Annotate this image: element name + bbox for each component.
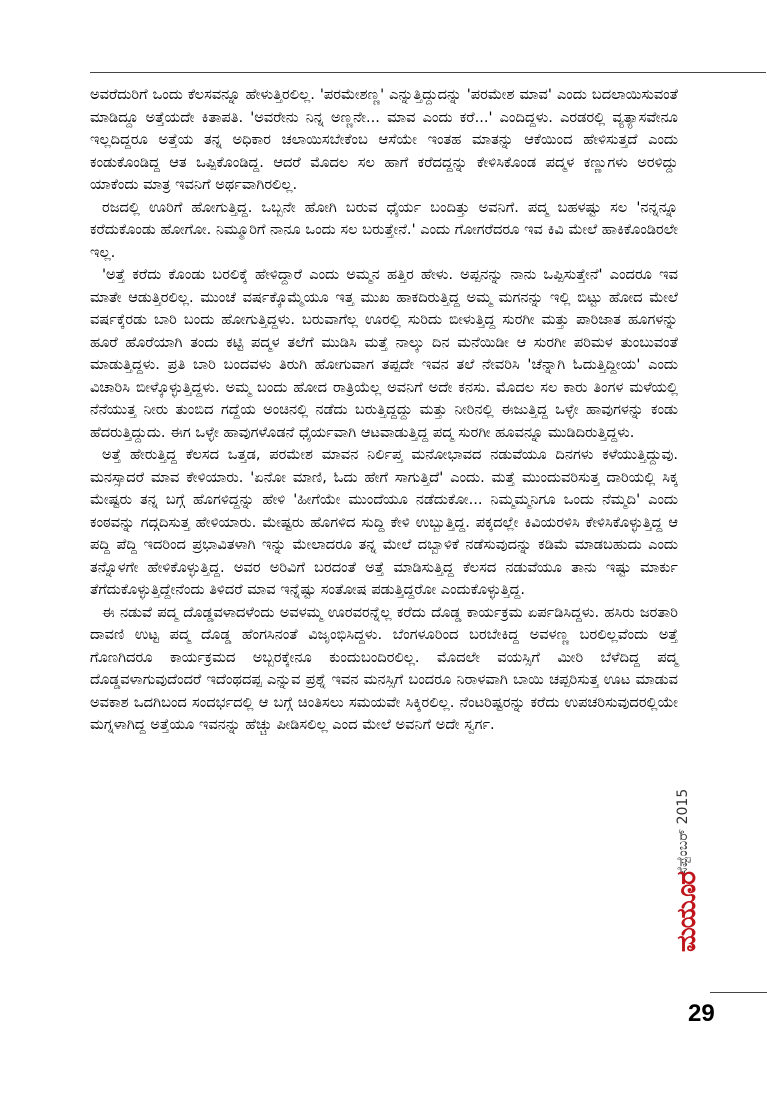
article-paragraph: 'ಅತ್ತೆ ಕರೆದು ಕೊಂಡು ಬರಲಿಕ್ಕೆ ಹೇಳಿದ್ದಾರೆ ಎಂದು ಅಮ್ಮನ ಹತ್ತಿರ ಹೇಳು. ಅಪ್ಪನನ್ನು ನಾನು ಒಪ್ಪಿಸುತ್ತೇನೆ' ಎಂದರೂ ಇವ ಮಾತೇ ಆಡುತ್ತಿರಲಿಲ್ಲ. ಮುಂಚೆ ವರ್ಷಕ್ಕೊಮ್ಮೆಯೂ ಇತ್ತ ಮುಖ ಹಾಕದಿರುತ್ತಿದ್ದ ಅಮ್ಮ ಮಗನನ್ನು ಇಲ್ಲಿ ಬಿಟ್ಟು ಹೋದ ಮೇಲೆ ವರ್ಷಕ್ಕೆರಡು ಬಾರಿ ಬಂದು ಹೋಗುತ್ತಿದ್ದಳು. ಬರುವಾಗೆಲ್ಲ ಊರಲ್ಲಿ ಸುರಿದು ಬೀಳುತ್ತಿದ್ದ ಸುರಗೀ ಮತ್ತು ಪಾರಿಜಾತ ಹೂಗಳನ್ನು ಹೂರೆ ಹೊರೆಯಾಗಿ ತಂದು ಕಟ್ಟಿ ಪದ್ಮಳ ತಲೆಗೆ ಮುಡಿಸಿ ಮತ್ತೆ ನಾಲ್ಕು ದಿನ ಮನೆಯಿಡೀ ಆ ಸುರಗೀ ಪರಿಮಳ ತುಂಬುವಂತೆ ಮಾಡುತ್ತಿದ್ದಳು. ಪ್ರತಿ ಬಾರಿ ಬಂದವಳು ತಿರುಗಿ ಹೋಗುವಾಗ ತಪ್ಪದೇ ಇವನ ತಲೆ ನೇವರಿಸಿ 'ಚೆನ್ನಾಗಿ ಓದುತ್ತಿದ್ದೀಯ' ಎಂದು ವಿಚಾರಿಸಿ ಬೀಳ್ಕೊಳ್ಳುತ್ತಿದ್ದಳು. ಅಮ್ಮ ಬಂದು ಹೋದ ರಾತ್ರಿಯೆಲ್ಲ ಅವನಿಗೆ ಅದೇ ಕನಸು. ಮೊದಲ ಸಲ ಕಾರು ತಿಂಗಳ ಮಳೆಯಲ್ಲಿ ನೆನೆಯುತ್ತ ನೀರು ತುಂಬಿದ ಗದ್ದೆಯ ಅಂಚಿನಲ್ಲಿ ನಡೆದು ಬರುತ್ತಿದ್ದದ್ದು ಮತ್ತು ನೀರಿನಲ್ಲಿ ಈಜುತ್ತಿದ್ದ ಒಳ್ಳೇ ಹಾವುಗಳನ್ನು ಕಂಡು ಹೆದರುತ್ತಿದ್ದುದು. ಈಗ ಒಳ್ಳೇ ಹಾವುಗಳೊಡನೆ ಧೈರ್ಯವಾಗಿ ಆಟವಾಡುತ್ತಿದ್ದ ಪದ್ಮ ಸುರಗೀ ಹೂವನ್ನೂ ಮುಡಿದಿರುತ್ತಿದ್ದಳು. <box>90 266 678 441</box>
issue-date: ಸೆಪ್ಟೆಂಬರ್ 2015 <box>675 788 691 875</box>
magazine-logo: ಮಯೂರ <box>672 872 702 952</box>
article-paragraph: ರಜದಲ್ಲಿ ಊರಿಗೆ ಹೋಗುತ್ತಿದ್ದ. ಒಬ್ಬನೇ ಹೋಗಿ ಬರುವ ಧೈರ್ಯ ಬಂದಿತ್ತು ಅವನಿಗೆ. ಪದ್ಮ ಬಹಳಷ್ಟು ಸಲ 'ನನ್ನನ್ನೂ ಕರೆದುಕೊಂಡು ಹೋಗೋ. ನಿಮ್ಮೂರಿಗೆ ನಾನೂ ಒಂದು ಸಲ ಬರುತ್ತೇನೆ.' ಎಂದು ಗೋಗರೆದರೂ ಇವ ಕಿವಿ ಮೇಲೆ ಹಾಕಿಕೊಂಡಿರಲೇ ಇಲ್ಲ. <box>90 198 678 261</box>
header-rule <box>90 72 766 73</box>
article-paragraph: ಅವರೆದುರಿಗೆ ಒಂದು ಕೆಲಸವನ್ನೂ ಹೇಳುತ್ತಿರಲಿಲ್ಲ. 'ಪರಮೇಶಣ್ಣ' ಎನ್ನುತ್ತಿದ್ದುದನ್ನು 'ಪರಮೇಶ ಮಾವ' ಎಂದು ಬದಲಾಯಿಸುವಂತೆ ಮಾಡಿದ್ದೂ ಅತ್ತೆಯದೇ ಕಿತಾಪತಿ. 'ಅವರೇನು ನಿನ್ನ ಅಣ್ಣನೇ... ಮಾವ ಎಂದು ಕರೆ...' ಎಂದಿದ್ದಳು. ಎರಡರಲ್ಲಿ ವ್ಯತ್ಯಾಸವೇನೂ ಇಲ್ಲದಿದ್ದರೂ ಅತ್ತೆಯ ತನ್ನ ಅಧಿಕಾರ ಚಲಾಯಿಸಬೇಕೆಂಬ ಆಸೆಯೇ ಇಂತಹ ಮಾತನ್ನು ಆಕೆಯಿಂದ ಹೇಳಿಸುತ್ತದೆ ಎಂದು ಕಂಡುಕೊಂಡಿದ್ದ ಆತ ಒಪ್ಪಿಕೊಂಡಿದ್ದ. ಆದರೆ ಮೊದಲ ಸಲ ಹಾಗೆ ಕರೆದದ್ದನ್ನು ಕೇಳಿಸಿಕೊಂಡ ಪದ್ಮಳ ಕಣ್ಣುಗಳು ಅರಳಿದ್ದು ಯಾಕೆಂದು ಮಾತ್ರ ಇವನಿಗೆ ಅರ್ಥವಾಗಿರಲಿಲ್ಲ. <box>90 86 678 193</box>
article-paragraph: ಅತ್ತೆ ಹೇರುತ್ತಿದ್ದ ಕೆಲಸದ ಒತ್ತಡ, ಪರಮೇಶ ಮಾವನ ನಿರ್ಲಿಪ್ತ ಮನೋಭಾವದ ನಡುವೆಯೂ ದಿನಗಳು ಕಳೆಯುತ್ತಿದ್ದುವು. ಮನಸ್ಸಾದರೆ ಮಾವ ಕೇಳಿಯಾರು. 'ಏನೋ ಮಾಣಿ, ಓದು ಹೇಗೆ ಸಾಗುತ್ತಿದೆ' ಎಂದು. ಮತ್ತೆ ಮುಂದುವರಿಸುತ್ತ ದಾರಿಯಲ್ಲಿ ಸಿಕ್ಕ ಮೇಷ್ಟರು ತನ್ನ ಬಗ್ಗೆ ಹೊಗಳಿದ್ದನ್ನು ಹೇಳಿ 'ಹೀಗೆಯೇ ಮುಂದೆಯೂ ನಡೆದುಕೋ... ನಿಮ್ಮಮ್ಮನಿಗೂ ಒಂದು ನೆಮ್ಮದಿ' ಎಂದು ಕಂಠವನ್ನು ಗದ್ಗದಿಸುತ್ತ ಹೇಳಿಯಾರು. ಮೇಷ್ಟರು ಹೊಗಳಿದ ಸುದ್ದಿ ಕೇಳಿ ಉಬ್ಬುತ್ತಿದ್ದ. ಪಕ್ಕದಲ್ಲೇ ಕಿವಿಯರಳಿಸಿ ಕೇಳಿಸಿಕೊಳ್ಳುತ್ತಿದ್ದ ಆ ಪದ್ದಿ ಪೆದ್ದಿ ಇದರಿಂದ ಪ್ರಭಾವಿತಳಾಗಿ ಇನ್ನು ಮೇಲಾದರೂ ತನ್ನ ಮೇಲೆ ದಬ್ಬಾಳಿಕೆ ನಡೆಸುವುದನ್ನು ಕಡಿಮೆ ಮಾಡಬಹುದು ಎಂದು ತನ್ನೊಳಗೇ ಹೇಳಿಕೊಳ್ಳುತ್ತಿದ್ದ. ಅವರ ಅರಿವಿಗೆ ಬರದಂತೆ ಅತ್ತೆ ಮಾಡಿಸುತ್ತಿದ್ದ ಕೆಲಸದ ನಡುವೆಯೂ ತಾನು ಇಷ್ಟು ಮಾರ್ಕು ತೆಗೆದುಕೊಳ್ಳುತ್ತಿದ್ದೇನೆಂದು ತಿಳಿದರೆ ಮಾವ ಇನ್ನೆಷ್ಟು ಸಂತೋಷ ಪಡುತ್ತಿದ್ದರೋ ಎಂದುಕೊಳ್ಳುತ್ತಿದ್ದ. <box>90 446 678 598</box>
article-paragraph: ಈ ನಡುವೆ ಪದ್ಮ ದೊಡ್ಡವಳಾದಳೆಂದು ಅವಳಮ್ಮ ಊರವರನ್ನೆಲ್ಲ ಕರೆದು ದೊಡ್ಡ ಕಾರ್ಯಕ್ರಮ ಏರ್ಪಡಿಸಿದ್ದಳು. ಹಸಿರು ಜರತಾರಿ ದಾವಣಿ ಉಟ್ಟ ಪದ್ಮ ದೊಡ್ಡ ಹೆಂಗಸಿನಂತೆ ವಿಜೃಂಭಿಸಿದ್ದಳು. ಬೆಂಗಳೂರಿಂದ ಬರಬೇಕಿದ್ದ ಅವಳಣ್ಣ ಬರಲಿಲ್ಲವೆಂದು ಅತ್ತೆ ಗೊಣಗಿದರೂ ಕಾರ್ಯಕ್ರಮದ ಅಬ್ಬರಕ್ಕೇನೂ ಕುಂದುಬಂದಿರಲಿಲ್ಲ. ಮೊದಲೇ ವಯಸ್ಸಿಗೆ ಮೀರಿ ಬೆಳೆದಿದ್ದ ಪದ್ಮ ದೊಡ್ಡವಳಾಗುವುದೆಂದರೆ ಇದೆಂಥದಪ್ಪ ಎನ್ನುವ ಪ್ರಶ್ನೆ ಇವನ ಮನಸ್ಸಿಗೆ ಬಂದರೂ ನಿರಾಳವಾಗಿ ಬಾಯಿ ಚಪ್ಪರಿಸುತ್ತ ಊಟ ಮಾಡುವ ಅವಕಾಶ ಒದಗಿಬಂದ ಸಂದರ್ಭದಲ್ಲಿ ಆ ಬಗ್ಗೆ ಚಿಂತಿಸಲು ಸಮಯವೇ ಸಿಕ್ಕಿರಲಿಲ್ಲ. ನೆಂಟರಿಷ್ಟರನ್ನು ಕರೆದು ಉಪಚರಿಸುವುದರಲ್ಲಿಯೇ ಮಗ್ನಳಾಗಿದ್ದ ಅತ್ತೆಯೂ ಇವನನ್ನು ಹೆಚ್ಚು ಪೀಡಿಸಲಿಲ್ಲ ಎಂದ ಮೇಲೆ ಅವನಿಗೆ ಅದೇ ಸ್ವರ್ಗ. <box>90 603 678 733</box>
page-number: 29 <box>688 1000 715 1027</box>
article-body <box>90 84 678 737</box>
footer-rule <box>710 992 767 993</box>
